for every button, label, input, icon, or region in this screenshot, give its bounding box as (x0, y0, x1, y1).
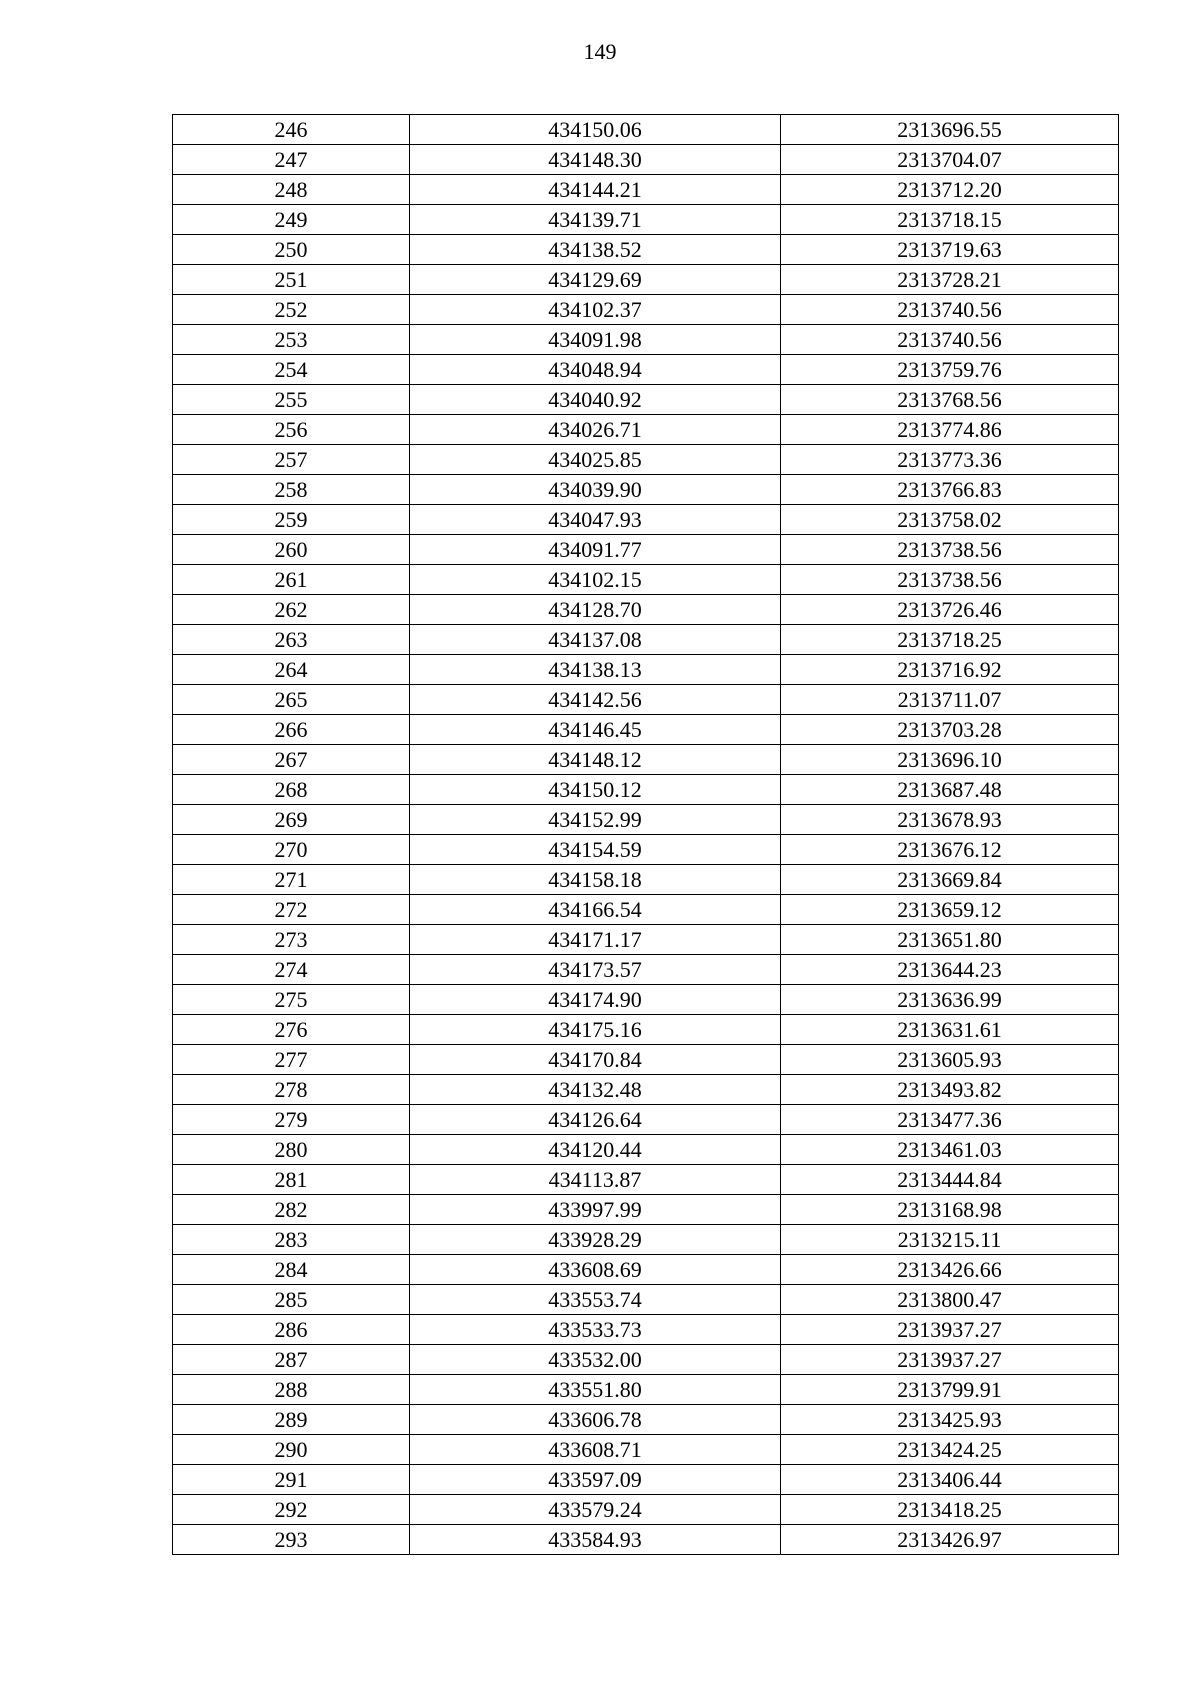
y-coordinate-cell: 2313418.25 (781, 1495, 1119, 1525)
point-number-cell: 290 (173, 1435, 410, 1465)
point-number-cell: 280 (173, 1135, 410, 1165)
x-coordinate-cell: 434048.94 (410, 355, 781, 385)
y-coordinate-cell: 2313768.56 (781, 385, 1119, 415)
point-number-cell: 276 (173, 1015, 410, 1045)
table-row (173, 325, 1119, 355)
point-number-cell: 283 (173, 1225, 410, 1255)
x-coordinate-cell: 433928.29 (410, 1225, 781, 1255)
table-row (173, 445, 1119, 475)
table-row (173, 1075, 1119, 1105)
y-coordinate-cell: 2313687.48 (781, 775, 1119, 805)
x-coordinate-cell: 434175.16 (410, 1015, 781, 1045)
x-coordinate-cell: 433608.69 (410, 1255, 781, 1285)
point-number-cell: 286 (173, 1315, 410, 1345)
x-coordinate-cell: 433584.93 (410, 1525, 781, 1555)
x-coordinate-cell: 433597.09 (410, 1465, 781, 1495)
x-coordinate-cell: 434137.08 (410, 625, 781, 655)
table-row (173, 865, 1119, 895)
y-coordinate-cell: 2313424.25 (781, 1435, 1119, 1465)
point-number-cell: 277 (173, 1045, 410, 1075)
x-coordinate-cell: 434102.15 (410, 565, 781, 595)
x-coordinate-cell: 434152.99 (410, 805, 781, 835)
table-row (173, 655, 1119, 685)
y-coordinate-cell: 2313738.56 (781, 535, 1119, 565)
table-row (173, 475, 1119, 505)
point-number-cell: 282 (173, 1195, 410, 1225)
y-coordinate-cell: 2313800.47 (781, 1285, 1119, 1315)
y-coordinate-cell: 2313703.28 (781, 715, 1119, 745)
x-coordinate-cell: 434150.12 (410, 775, 781, 805)
table-row (173, 1135, 1119, 1165)
x-coordinate-cell: 434113.87 (410, 1165, 781, 1195)
x-coordinate-cell: 434138.52 (410, 235, 781, 265)
table-row (173, 415, 1119, 445)
point-number-cell: 247 (173, 145, 410, 175)
table-row (173, 1165, 1119, 1195)
y-coordinate-cell: 2313738.56 (781, 565, 1119, 595)
table-row (173, 355, 1119, 385)
x-coordinate-cell: 434166.54 (410, 895, 781, 925)
x-coordinate-cell: 434102.37 (410, 295, 781, 325)
y-coordinate-cell: 2313704.07 (781, 145, 1119, 175)
y-coordinate-cell: 2313605.93 (781, 1045, 1119, 1075)
point-number-cell: 254 (173, 355, 410, 385)
table-row (173, 565, 1119, 595)
table-row (173, 1315, 1119, 1345)
y-coordinate-cell: 2313712.20 (781, 175, 1119, 205)
x-coordinate-cell: 434120.44 (410, 1135, 781, 1165)
point-number-cell: 251 (173, 265, 410, 295)
y-coordinate-cell: 2313678.93 (781, 805, 1119, 835)
table-row (173, 1525, 1119, 1555)
point-number-cell: 259 (173, 505, 410, 535)
y-coordinate-cell: 2313719.63 (781, 235, 1119, 265)
y-coordinate-cell: 2313651.80 (781, 925, 1119, 955)
table-row (173, 265, 1119, 295)
y-coordinate-cell: 2313659.12 (781, 895, 1119, 925)
table-row (173, 625, 1119, 655)
y-coordinate-cell: 2313759.76 (781, 355, 1119, 385)
y-coordinate-cell: 2313426.97 (781, 1525, 1119, 1555)
point-number-cell: 256 (173, 415, 410, 445)
coordinates-table (172, 114, 1119, 1555)
table-row (173, 895, 1119, 925)
point-number-cell: 253 (173, 325, 410, 355)
point-number-cell: 288 (173, 1375, 410, 1405)
point-number-cell: 293 (173, 1525, 410, 1555)
y-coordinate-cell: 2313406.44 (781, 1465, 1119, 1495)
table-row (173, 1015, 1119, 1045)
y-coordinate-cell: 2313711.07 (781, 685, 1119, 715)
x-coordinate-cell: 433533.73 (410, 1315, 781, 1345)
y-coordinate-cell: 2313631.61 (781, 1015, 1119, 1045)
y-coordinate-cell: 2313426.66 (781, 1255, 1119, 1285)
point-number-cell: 265 (173, 685, 410, 715)
point-number-cell: 273 (173, 925, 410, 955)
x-coordinate-cell: 434132.48 (410, 1075, 781, 1105)
point-number-cell: 274 (173, 955, 410, 985)
point-number-cell: 271 (173, 865, 410, 895)
x-coordinate-cell: 434091.77 (410, 535, 781, 565)
coordinates-table-body (173, 115, 1119, 1555)
table-row (173, 1105, 1119, 1135)
table-row (173, 1255, 1119, 1285)
point-number-cell: 284 (173, 1255, 410, 1285)
y-coordinate-cell: 2313636.99 (781, 985, 1119, 1015)
y-coordinate-cell: 2313726.46 (781, 595, 1119, 625)
y-coordinate-cell: 2313168.98 (781, 1195, 1119, 1225)
point-number-cell: 262 (173, 595, 410, 625)
x-coordinate-cell: 434173.57 (410, 955, 781, 985)
y-coordinate-cell: 2313461.03 (781, 1135, 1119, 1165)
x-coordinate-cell: 434150.06 (410, 115, 781, 145)
table-row (173, 1405, 1119, 1435)
table-row (173, 1195, 1119, 1225)
x-coordinate-cell: 434148.12 (410, 745, 781, 775)
y-coordinate-cell: 2313676.12 (781, 835, 1119, 865)
point-number-cell: 252 (173, 295, 410, 325)
table-row (173, 1375, 1119, 1405)
x-coordinate-cell: 434171.17 (410, 925, 781, 955)
point-number-cell: 275 (173, 985, 410, 1015)
x-coordinate-cell: 434128.70 (410, 595, 781, 625)
x-coordinate-cell: 433579.24 (410, 1495, 781, 1525)
table-row (173, 385, 1119, 415)
y-coordinate-cell: 2313718.15 (781, 205, 1119, 235)
x-coordinate-cell: 434026.71 (410, 415, 781, 445)
x-coordinate-cell: 434142.56 (410, 685, 781, 715)
table-row (173, 115, 1119, 145)
y-coordinate-cell: 2313718.25 (781, 625, 1119, 655)
table-row (173, 1435, 1119, 1465)
point-number-cell: 264 (173, 655, 410, 685)
y-coordinate-cell: 2313728.21 (781, 265, 1119, 295)
point-number-cell: 250 (173, 235, 410, 265)
y-coordinate-cell: 2313758.02 (781, 505, 1119, 535)
table-row (173, 1225, 1119, 1255)
page-number: 149 (583, 39, 617, 64)
point-number-cell: 258 (173, 475, 410, 505)
x-coordinate-cell: 434047.93 (410, 505, 781, 535)
x-coordinate-cell: 434091.98 (410, 325, 781, 355)
y-coordinate-cell: 2313716.92 (781, 655, 1119, 685)
y-coordinate-cell: 2313740.56 (781, 295, 1119, 325)
x-coordinate-cell: 433553.74 (410, 1285, 781, 1315)
point-number-cell: 272 (173, 895, 410, 925)
y-coordinate-cell: 2313773.36 (781, 445, 1119, 475)
table-row (173, 505, 1119, 535)
x-coordinate-cell: 433532.00 (410, 1345, 781, 1375)
y-coordinate-cell: 2313493.82 (781, 1075, 1119, 1105)
y-coordinate-cell: 2313696.55 (781, 115, 1119, 145)
x-coordinate-cell: 434129.69 (410, 265, 781, 295)
table-row (173, 295, 1119, 325)
point-number-cell: 266 (173, 715, 410, 745)
x-coordinate-cell: 433551.80 (410, 1375, 781, 1405)
point-number-cell: 263 (173, 625, 410, 655)
table-row (173, 955, 1119, 985)
x-coordinate-cell: 433606.78 (410, 1405, 781, 1435)
table-row (173, 145, 1119, 175)
point-number-cell: 249 (173, 205, 410, 235)
y-coordinate-cell: 2313215.11 (781, 1225, 1119, 1255)
y-coordinate-cell: 2313425.93 (781, 1405, 1119, 1435)
point-number-cell: 246 (173, 115, 410, 145)
x-coordinate-cell: 434154.59 (410, 835, 781, 865)
point-number-cell: 287 (173, 1345, 410, 1375)
table-row (173, 1045, 1119, 1075)
x-coordinate-cell: 434139.71 (410, 205, 781, 235)
x-coordinate-cell: 434146.45 (410, 715, 781, 745)
x-coordinate-cell: 433997.99 (410, 1195, 781, 1225)
point-number-cell: 261 (173, 565, 410, 595)
x-coordinate-cell: 434174.90 (410, 985, 781, 1015)
x-coordinate-cell: 434158.18 (410, 865, 781, 895)
point-number-cell: 285 (173, 1285, 410, 1315)
table-row (173, 175, 1119, 205)
point-number-cell: 289 (173, 1405, 410, 1435)
point-number-cell: 281 (173, 1165, 410, 1195)
y-coordinate-cell: 2313444.84 (781, 1165, 1119, 1195)
point-number-cell: 248 (173, 175, 410, 205)
table-row (173, 805, 1119, 835)
point-number-cell: 279 (173, 1105, 410, 1135)
point-number-cell: 255 (173, 385, 410, 415)
table-row (173, 235, 1119, 265)
table-row (173, 595, 1119, 625)
x-coordinate-cell: 434126.64 (410, 1105, 781, 1135)
y-coordinate-cell: 2313740.56 (781, 325, 1119, 355)
table-row (173, 685, 1119, 715)
table-row (173, 745, 1119, 775)
table-row (173, 925, 1119, 955)
point-number-cell: 291 (173, 1465, 410, 1495)
point-number-cell: 278 (173, 1075, 410, 1105)
table-row (173, 985, 1119, 1015)
table-row (173, 205, 1119, 235)
x-coordinate-cell: 433608.71 (410, 1435, 781, 1465)
x-coordinate-cell: 434148.30 (410, 145, 781, 175)
point-number-cell: 269 (173, 805, 410, 835)
point-number-cell: 260 (173, 535, 410, 565)
y-coordinate-cell: 2313766.83 (781, 475, 1119, 505)
point-number-cell: 268 (173, 775, 410, 805)
table-row (173, 1345, 1119, 1375)
x-coordinate-cell: 434170.84 (410, 1045, 781, 1075)
table-row (173, 715, 1119, 745)
table-row (173, 535, 1119, 565)
y-coordinate-cell: 2313774.86 (781, 415, 1119, 445)
x-coordinate-cell: 434025.85 (410, 445, 781, 475)
y-coordinate-cell: 2313477.36 (781, 1105, 1119, 1135)
x-coordinate-cell: 434144.21 (410, 175, 781, 205)
table-row (173, 775, 1119, 805)
y-coordinate-cell: 2313937.27 (781, 1345, 1119, 1375)
point-number-cell: 257 (173, 445, 410, 475)
y-coordinate-cell: 2313937.27 (781, 1315, 1119, 1345)
table-row (173, 1495, 1119, 1525)
point-number-cell: 267 (173, 745, 410, 775)
y-coordinate-cell: 2313799.91 (781, 1375, 1119, 1405)
table-row (173, 1465, 1119, 1495)
x-coordinate-cell: 434138.13 (410, 655, 781, 685)
x-coordinate-cell: 434039.90 (410, 475, 781, 505)
table-row (173, 1285, 1119, 1315)
x-coordinate-cell: 434040.92 (410, 385, 781, 415)
table-row (173, 835, 1119, 865)
y-coordinate-cell: 2313669.84 (781, 865, 1119, 895)
y-coordinate-cell: 2313696.10 (781, 745, 1119, 775)
point-number-cell: 270 (173, 835, 410, 865)
y-coordinate-cell: 2313644.23 (781, 955, 1119, 985)
point-number-cell: 292 (173, 1495, 410, 1525)
